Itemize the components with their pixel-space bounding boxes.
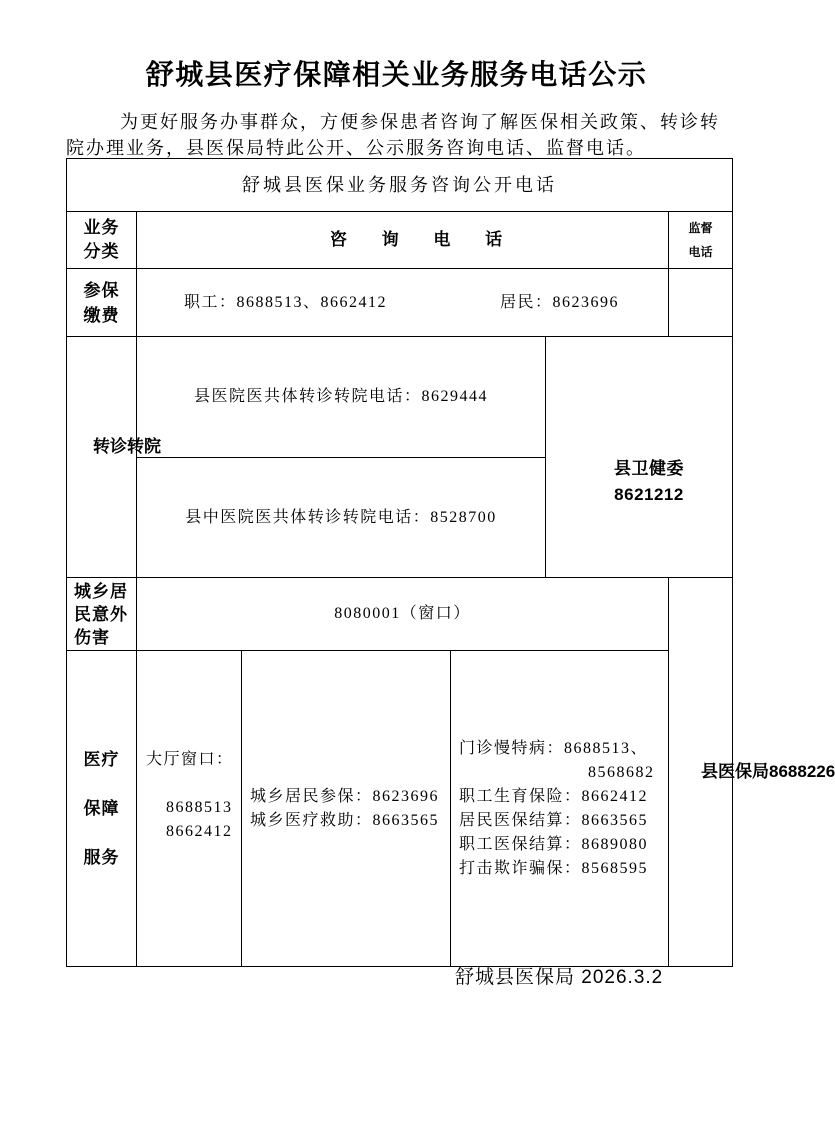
hall-window-cell — [136, 650, 242, 967]
other-service-line: 8568682 — [588, 763, 655, 781]
header-category-line: 分类 — [83, 242, 120, 261]
referral-category-cell — [66, 336, 161, 578]
payment-category-cell — [66, 268, 137, 337]
header-consult-cell — [136, 211, 669, 269]
accident-category-line: 城乡居 — [74, 581, 128, 601]
bureau-name: 县医保局 — [701, 762, 769, 781]
tcm-hospital-referral-phone: 县中医院医共体转诊转院电话：8528700 — [185, 508, 497, 526]
payment-category-line: 缴费 — [83, 305, 120, 325]
table-caption: 舒城县医保业务服务咨询公开电话 — [242, 175, 557, 195]
intro-paragraph: 为更好服务办事群众，方便参保患者咨询了解医保相关政策、转诊转院办理业务，县医保局特此公开、公示服务咨询电话、监督电话。 — [66, 112, 720, 158]
header-consult: 咨 询 电 话 — [329, 230, 518, 249]
hall-window-phone: 8662412 — [166, 823, 233, 840]
other-service-line: 打击欺诈骗保：8568595 — [459, 859, 649, 877]
medical-category-cell — [66, 650, 137, 967]
county-hospital-referral-phone: 县医院医共体转诊转院电话：8629444 — [193, 388, 488, 405]
issuer-and-date: 舒城县医保局 2026.3.2 — [455, 967, 664, 988]
hall-window-phone: 8688513 — [166, 799, 233, 816]
payment-supervise-cell — [668, 268, 733, 337]
health-commission-phone: 8621212 — [614, 484, 684, 504]
other-services-cell — [450, 650, 669, 967]
referral-category: 转诊转院 — [93, 436, 161, 456]
header-supervise-line: 监督 — [688, 221, 713, 235]
accident-window-phone: 8080001（窗口） — [334, 605, 471, 622]
payment-phones-cell — [136, 268, 669, 337]
medical-category-line: 医疗 — [83, 750, 120, 769]
medical-category-line: 服务 — [83, 848, 120, 867]
resident-payment-phone: 居民：8623696 — [500, 293, 620, 311]
page-title: 舒城县医疗保障相关业务服务电话公示 — [145, 59, 648, 90]
staff-payment-phone: 职工：8688513、8662412 — [184, 293, 388, 311]
resident-service-line: 城乡居民参保：8623696 — [250, 788, 440, 805]
other-service-line: 职工生育保险：8662412 — [459, 787, 649, 805]
table-caption-cell — [66, 158, 733, 212]
header-category-cell — [66, 211, 137, 269]
header-supervise-cell — [668, 211, 733, 269]
hall-window-label: 大厅窗口： — [146, 751, 234, 768]
bureau-supervise-phone: 8688226 — [769, 762, 835, 781]
header-supervise-line: 电话 — [688, 245, 713, 259]
resident-service-line: 城乡医疗救助：8663565 — [250, 811, 440, 829]
other-service-line: 门诊慢特病：8688513、 — [459, 739, 649, 757]
accident-category-line: 民意外 — [74, 604, 128, 624]
accident-category-line: 伤害 — [74, 627, 110, 647]
resident-services-cell — [241, 650, 451, 967]
county-hospital-cell — [136, 336, 546, 458]
health-commission-supervise-cell — [545, 336, 733, 578]
other-service-line: 居民医保结算：8663565 — [459, 811, 649, 829]
health-commission-name: 县卫健委 — [614, 458, 684, 478]
header-category-line: 业务 — [83, 218, 120, 237]
payment-category-line: 参保 — [83, 280, 120, 300]
medical-category-line: 保障 — [83, 799, 120, 818]
tcm-hospital-cell — [136, 457, 546, 578]
accident-category-cell — [66, 577, 137, 651]
other-service-line: 职工医保结算：8689080 — [459, 835, 649, 853]
accident-phone-cell — [136, 577, 669, 651]
bureau-supervise-cell — [668, 577, 835, 967]
